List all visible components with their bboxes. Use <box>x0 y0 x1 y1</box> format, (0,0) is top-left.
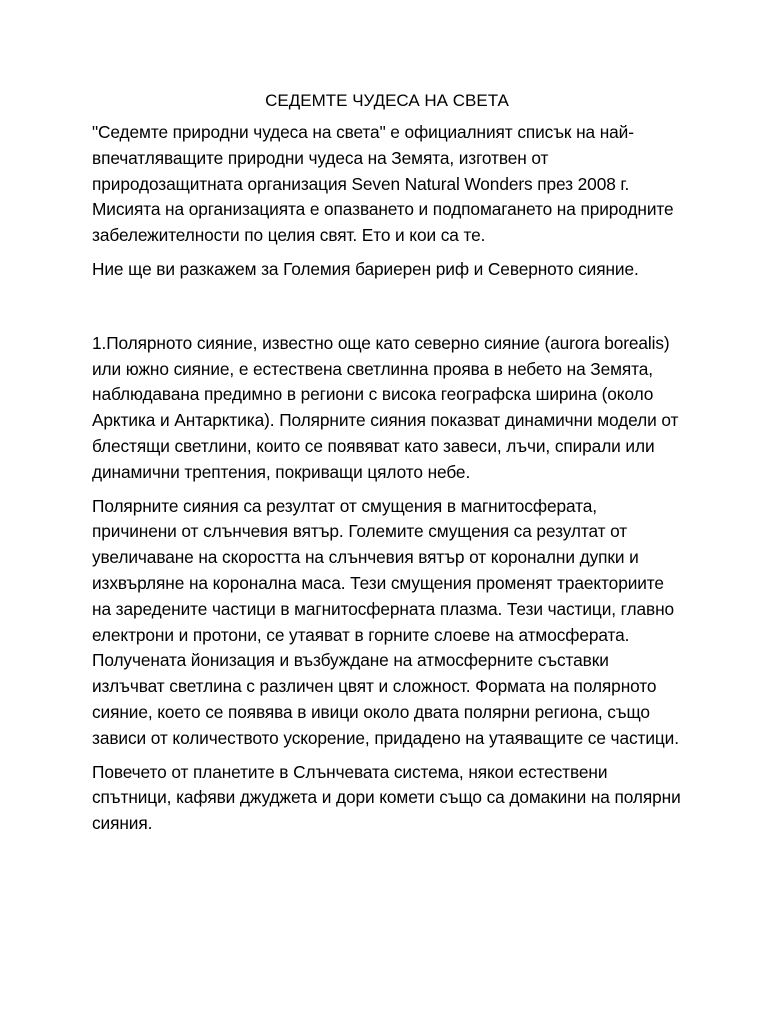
paragraph-aurora-cause: Полярните сияния са резултат от смущения в магнитосферата, причинени от слънчевия вятър. Големите смущения са резултат от увеличаване на скоростта на слънчевия вятър от коронални дупки и изхвърляне на коронална маса. Тези смущения променят траекториите на заредените частици в магнитосферната плазма. Тези частици, главно електрони и протони, се утаяват в горните слоеве на атмосферата. Получената йонизация и възбуждане на атмосферните съставки излъчват светлина с различен цвят и сложност. Формата на полярното сияние, което се появява в ивици около двата полярни региона, също зависи от количеството ускорение, придадено на утаяващите се частици. <box>92 495 679 748</box>
paragraph-intro: "Седемте природни чудеса на света" е официалният списък на най-впечатляващите природни чудеса на Земята, изготвен от природозащитната организация Seven Natural Wonders през 2008 г. Мисията на организацията е опазването и подпомагането на природните забележителности по целия свят. Ето и кои са те. <box>92 122 674 246</box>
document-title: СЕДЕМТЕ ЧУДЕСА НА СВЕТА <box>265 91 509 110</box>
paragraph-aurora-definition: 1.Полярното сияние, известно още като северно сияние (aurora borealis) или южно сияние, е естествена светлинна проява в небето на Земята, наблюдавана предимно в региони с висока географска ширина (около Арктика и Антарктика). Полярните сияния показват динамични модели от блестящи светлини, които се появяват като завеси, лъчи, спирали или динамични трептения, покриващи цялото небе. <box>92 332 679 482</box>
paragraph-aurora-planets: Повечето от планетите в Слънчевата система, някои естествени спътници, кафяви джуджета и дори комети също са домакини на полярни сияния. <box>92 761 681 834</box>
paragraph-topics: Ние ще ви разкажем за Големия бариерен риф и Северното сияние. <box>92 258 639 279</box>
document-page <box>92 90 682 845</box>
paragraph-gap <box>92 291 682 331</box>
